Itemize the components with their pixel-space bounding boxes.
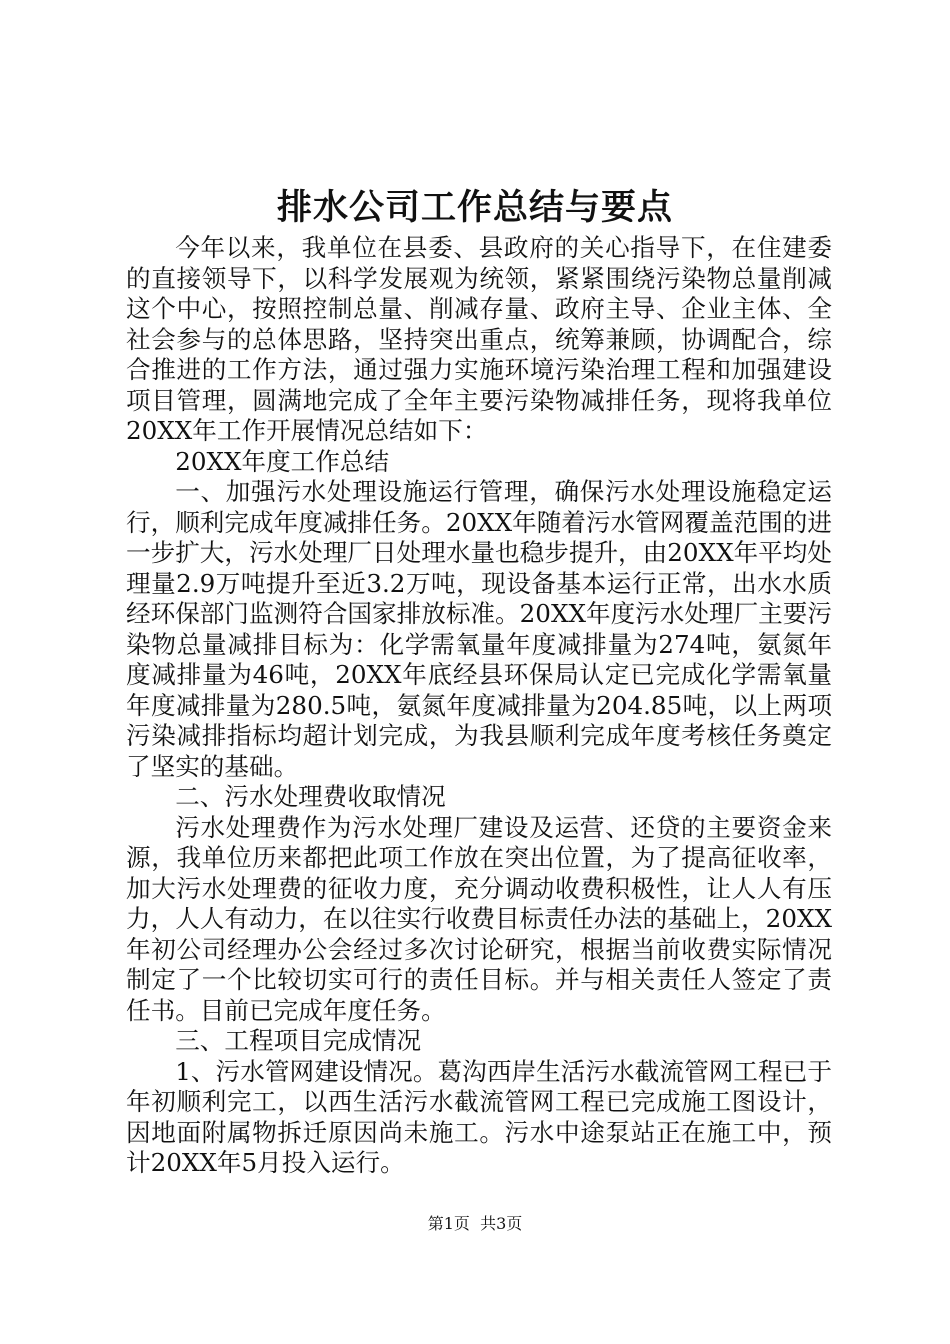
intro-paragraph: 今年以来，我单位在县委、县政府的关心指导下，在住建委的直接领导下，以科学发展观为统领，紧紧围绕污染物总量削减这个中心，按照控制总量、削减存量、政府主导、企业主体、全社会参与的总体思路，坚持突出重点，统筹兼顾，协调配合，综合推进的工作方法，通过强力实施环境污染治理工程和加强建设项目管理，圆满地完成了全年主要污染物减排任务，现将我单位20XX年工作开展情况总结如下： bbox=[126, 233, 832, 445]
annual-summary-heading: 20XX年度工作总结 bbox=[175, 446, 390, 476]
section-3-item-1-paragraph: 1、污水管网建设情况。葛沟西岸生活污水截流管网工程已于年初顺利完工，以西生活污水截流管网工程已完成施工图设计，因地面附属物拆迁原因尚未施工。污水中途泵站正在施工中，预计20XX年5月投入运行。 bbox=[126, 1056, 832, 1177]
section-2-paragraph: 污水处理费作为污水处理厂建设及运营、还贷的主要资金来源，我单位历来都把此项工作放在突出位置，为了提高征收率，加大污水处理费的征收力度，充分调动收费积极性，让人人有压力，人人有动力，在以往实行收费目标责任办法的基础上，20XX年初公司经理办公会经过多次讨论研究，根据当前收费实际情况制定了一个比较切实可行的责任目标。并与相关责任人签定了责任书。目前已完成年度任务。 bbox=[126, 812, 832, 1025]
page-indicator: 第1页 共3页 bbox=[427, 1214, 523, 1233]
section-1-paragraph: 一、加强污水处理设施运行管理，确保污水处理设施稳定运行，顺利完成年度减排任务。20XX年随着污水管网覆盖范围的进一步扩大，污水处理厂日处理水量也稳步提升，由20XX年平均处理量2.9万吨提升至近3.2万吨，现设备基本运行正常，出水水质经环保部门监测符合国家排放标准。20XX年度污水处理厂主要污染物总量减排目标为：化学需氧量年度减排量为274吨，氨氮年度减排量为46吨，20XX年底经县环保局认定已完成化学需氧量年度减排量为280.5吨，氨氮年度减排量为204.85吨，以上两项污染减排指标均超计划完成，为我县顺利完成年度考核任务奠定了坚实的基础。 bbox=[126, 477, 832, 781]
document-title: 排水公司工作总结与要点 bbox=[276, 187, 673, 228]
document-body bbox=[126, 233, 832, 1179]
section-3-heading: 三、工程项目完成情况 bbox=[175, 1026, 422, 1055]
section-2-heading: 二、污水处理费收取情况 bbox=[175, 782, 446, 811]
